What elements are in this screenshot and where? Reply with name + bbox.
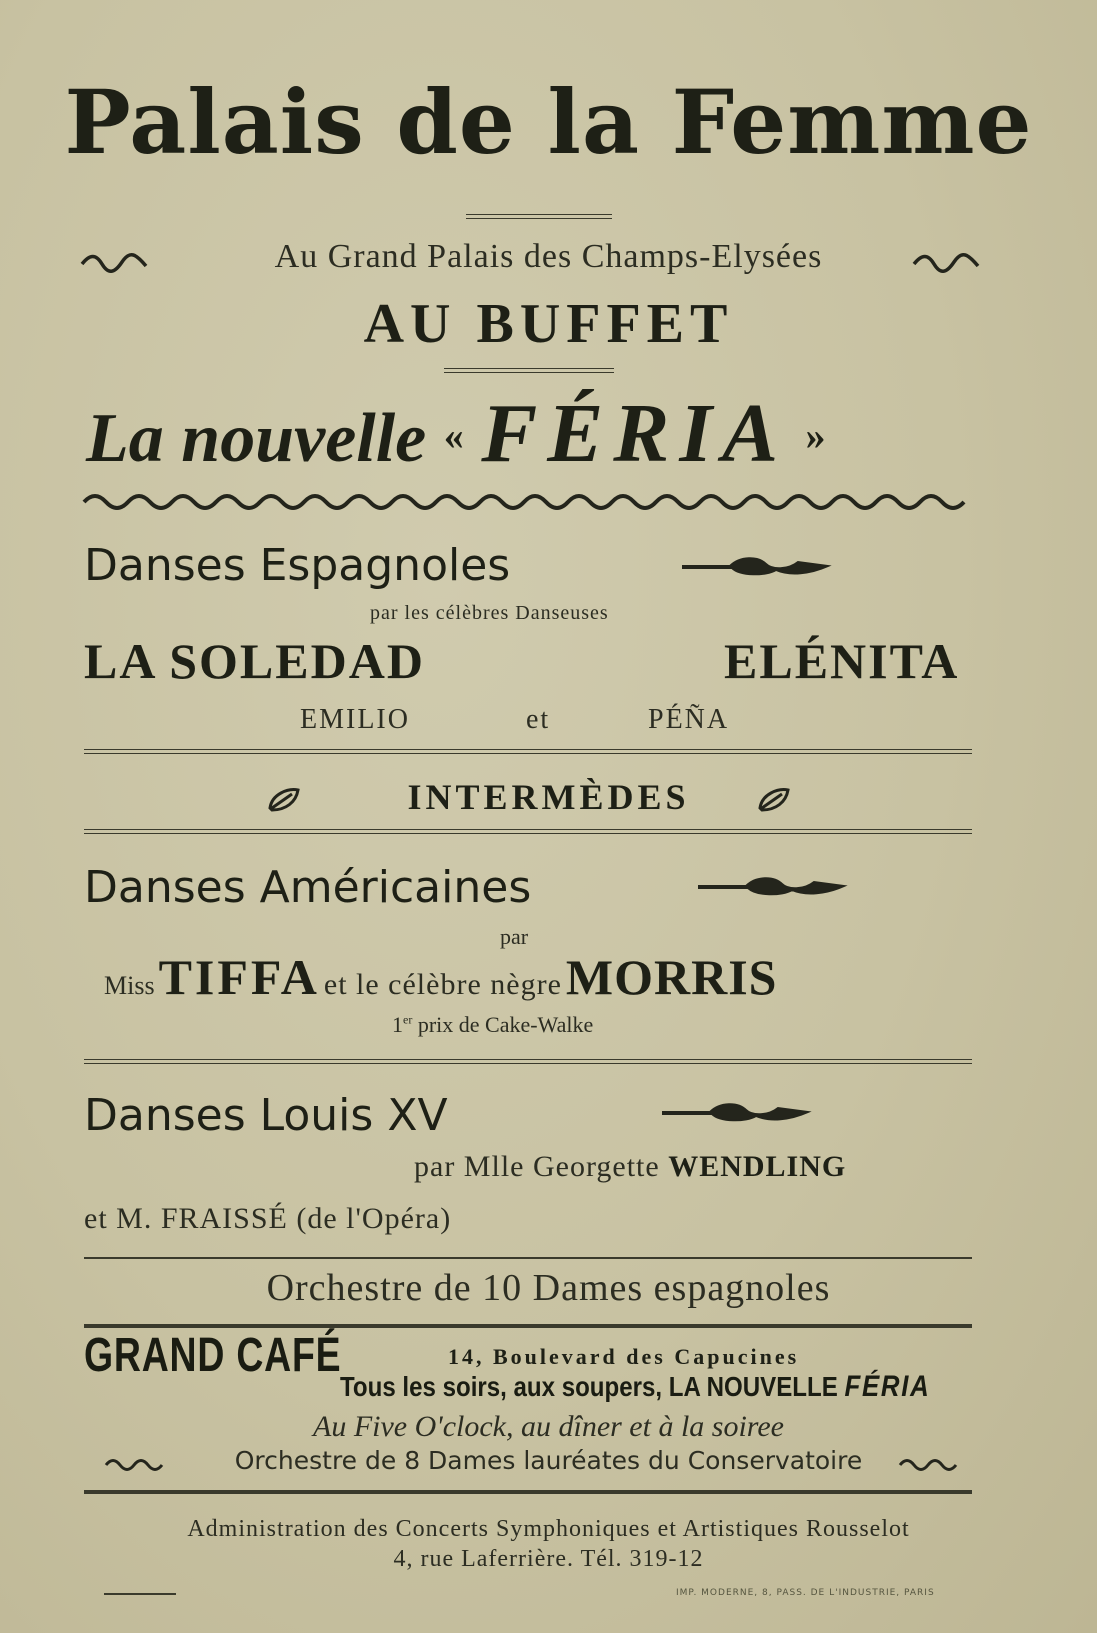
prize-text: prix de Cake-Walke [417,1012,594,1037]
americaines-heading: Danses Américaines [84,862,532,913]
right-wave-ornament [898,1456,958,1472]
americaines-mid: et le célèbre nègre [323,968,562,1001]
buffet-divider [444,368,614,373]
grand-cafe-address: 14, Boulevard des Capucines [448,1344,800,1369]
title-divider [466,214,612,219]
scroll-ornament [696,870,846,900]
dancer-soledad: LA SOLEDAD [84,633,425,689]
dancer-elenita: ELÉNITA [724,633,960,689]
louis-top-rule [84,1059,972,1064]
subtitle: Au Grand Palais des Champs-Elysées [274,238,823,275]
footer-dash [104,1593,176,1595]
intermedes-top-rule [84,749,972,754]
feria-close-quote: » [805,413,826,458]
americaines-by: par [500,924,529,949]
prize-superscript: er [403,1012,413,1027]
miss-label: Miss [104,971,155,1000]
dancer-morris: MORRIS [565,949,778,1005]
feria-prefix: La nouvelle [86,400,427,477]
feria-name: FÉRIA [481,387,789,480]
right-wave-ornament [912,252,982,274]
louis-line1 [414,1150,846,1184]
leaf-right-icon [756,786,792,814]
partner-join: et [526,704,551,735]
prize-number: 1 [392,1012,403,1037]
grand-cafe-name: GRAND CAFÉ [84,1329,342,1382]
five-oclock-line: Au Five O'clock, au dîner et à la soiree [313,1410,784,1443]
evenings-text: Tous les soirs, aux soupers, LA NOUVELLE [340,1371,838,1402]
conservatoire-orchestra: Orchestre de 8 Dames lauréates du Conservatoire [234,1446,863,1475]
intermedes-bottom-rule [84,829,972,834]
espagnoles-heading: Danses Espagnoles [84,540,511,591]
cake-walk-prize [392,1012,593,1038]
scroll-ornament [660,1096,810,1126]
intermedes-heading: INTERMÈDES [407,777,690,817]
dancer-tiffa: TIFFA [158,949,320,1005]
grand-cafe-evenings [340,1370,930,1404]
evenings-feria: FÉRIA [844,1370,931,1403]
wavy-divider [84,490,964,514]
orchestre-rule [84,1257,972,1259]
dancer-wendling: WENDLING [668,1150,847,1183]
louis-line1-prefix: par Mlle Georgette [414,1150,660,1183]
louis-line2: et M. FRAISSÉ (de l'Opéra) [84,1202,452,1235]
scroll-ornament [680,550,830,580]
address-tel-line: 4, rue Laferrière. Tél. 319-12 [393,1546,704,1572]
feria-open-quote: « [443,413,464,458]
feria-heading [86,385,826,482]
poster-title: Palais de la Femme [64,70,1033,174]
orchestre-line: Orchestre de 10 Dames espagnoles [266,1267,831,1309]
americaines-performers [104,948,777,1006]
administration-line: Administration des Concerts Symphoniques et Artistiques Rousselot [187,1516,910,1542]
buffet-heading: AU BUFFET [363,293,734,355]
grand-cafe-bottom-rule [84,1490,972,1494]
printer-credit: IMP. MODERNE, 8, PASS. DE L'INDUSTRIE, PARIS [676,1588,935,1598]
partner-pena: PÉÑA [648,704,730,735]
espagnoles-by: par les célèbres Danseuses [370,602,609,624]
partner-emilio: EMILIO [300,704,410,735]
louis-heading: Danses Louis XV [84,1090,448,1141]
